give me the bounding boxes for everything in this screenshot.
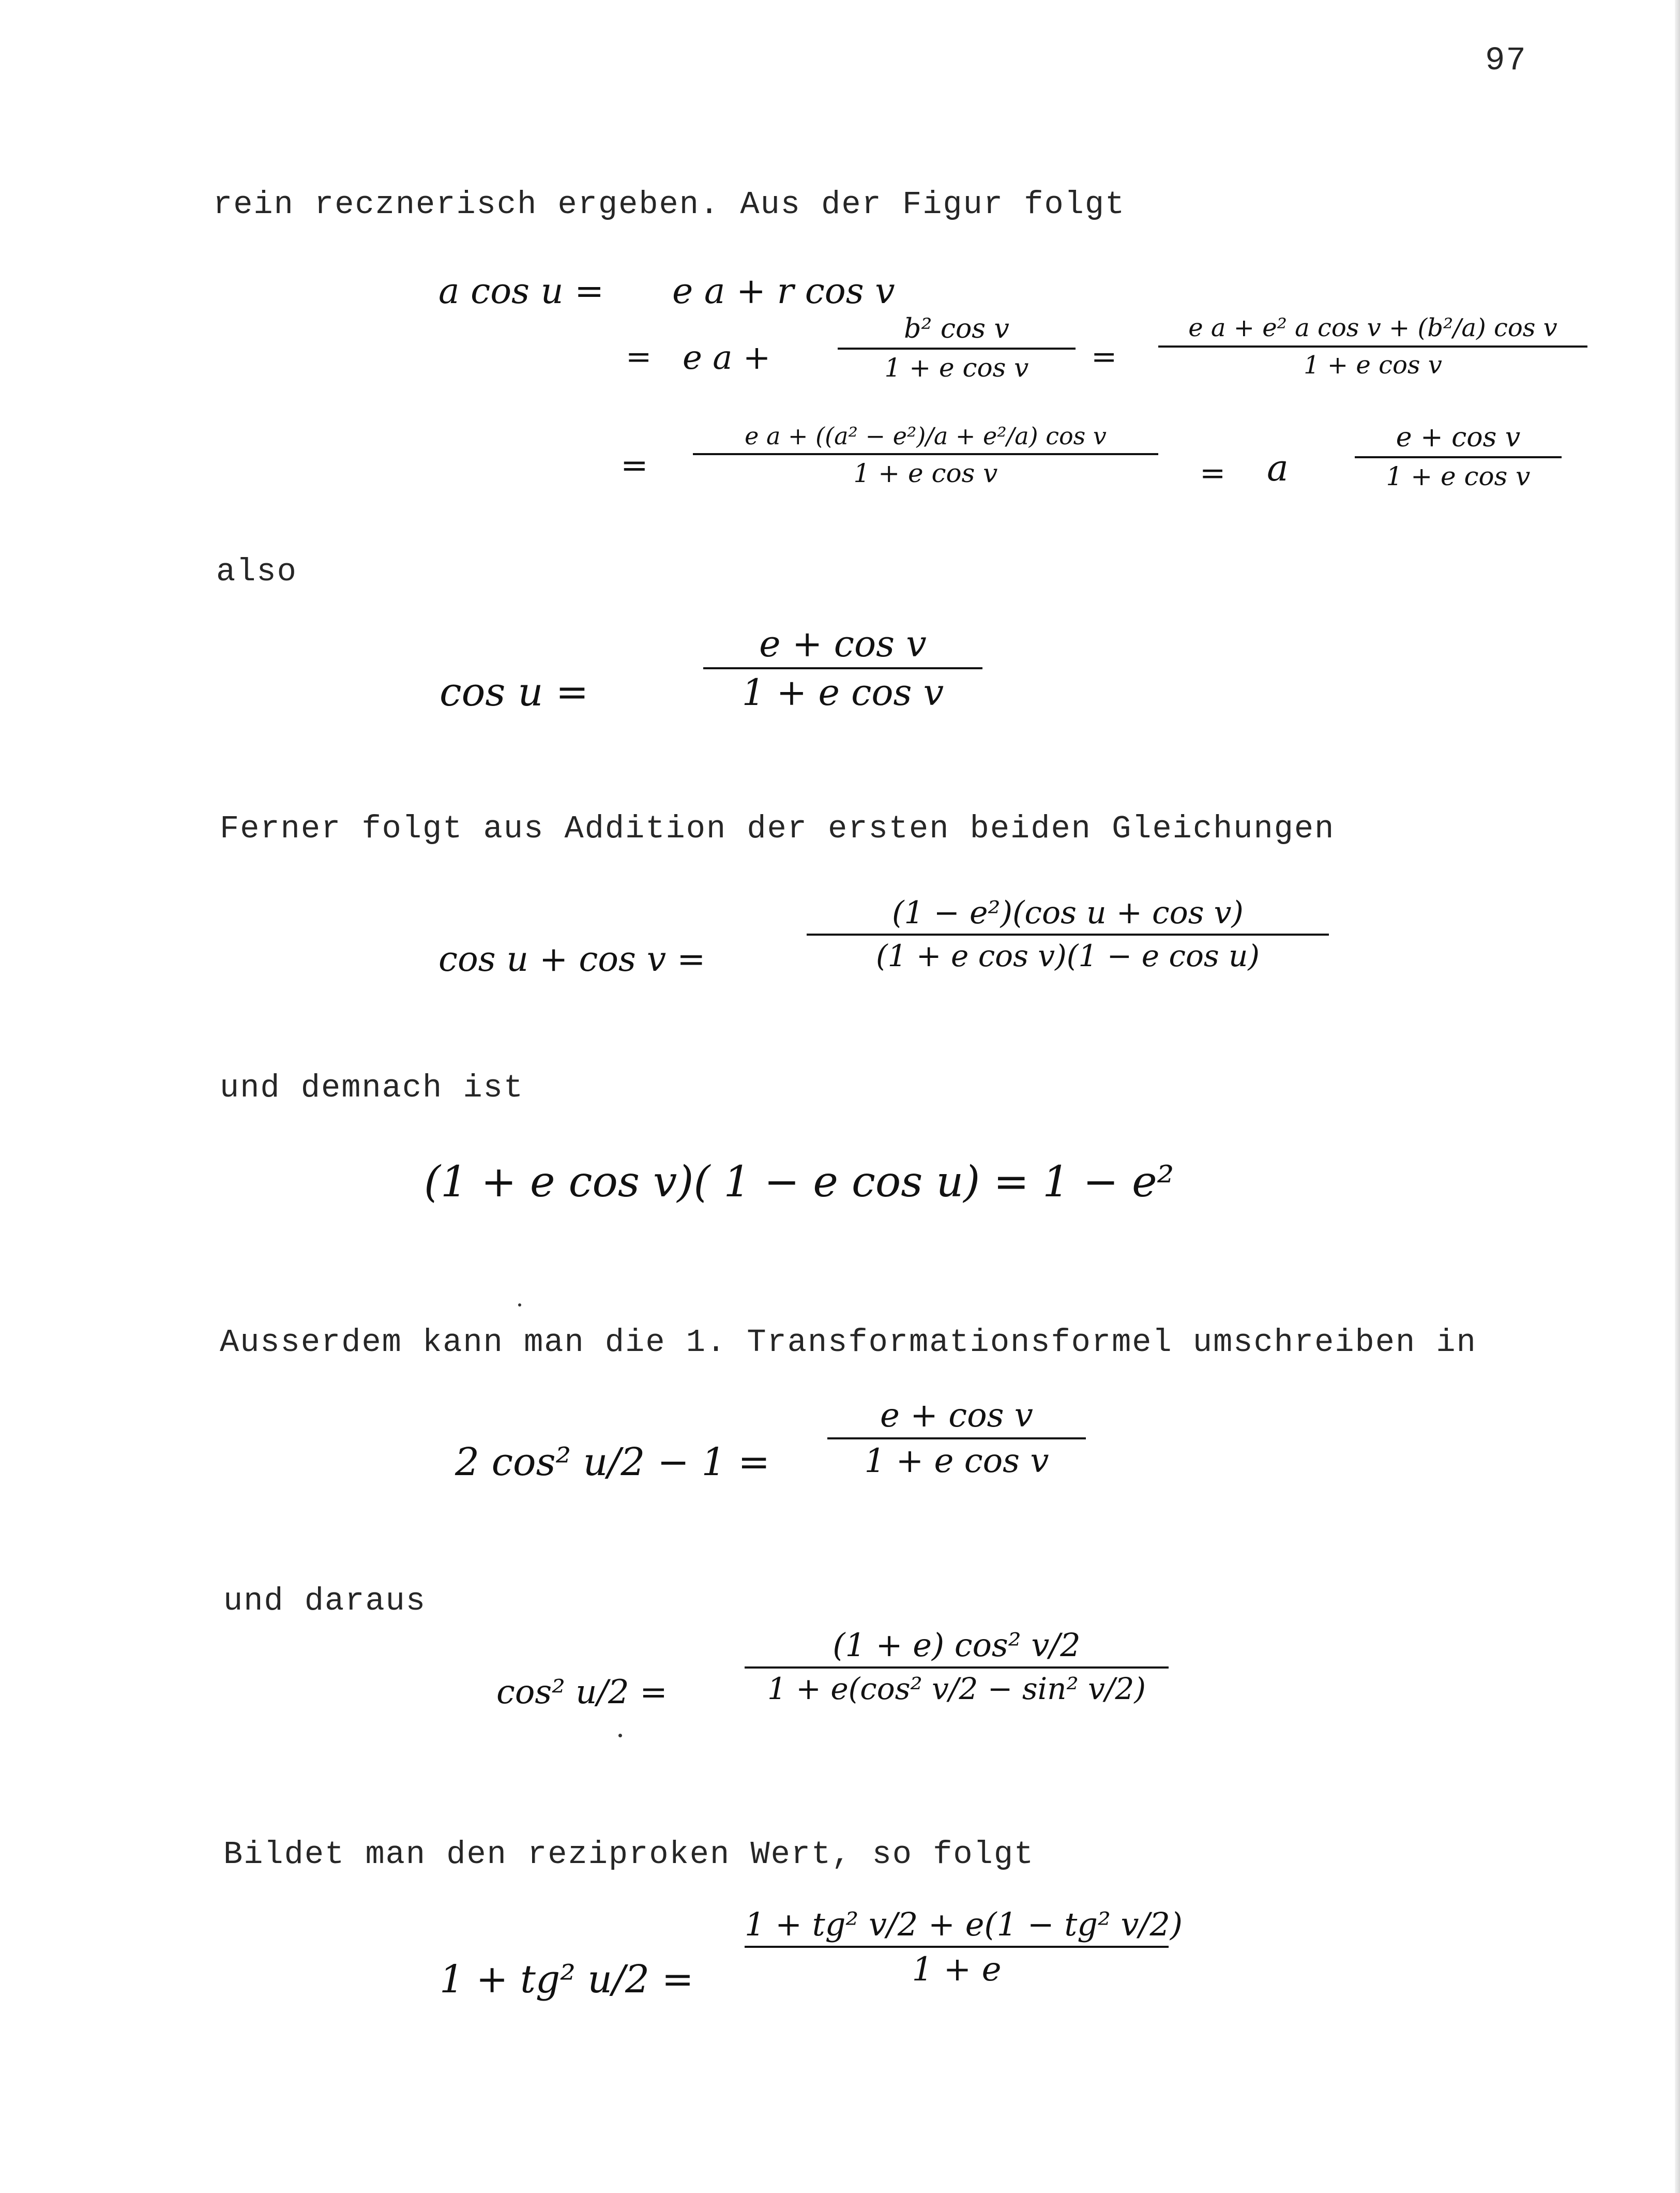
eq6-denominator: 1 + e(cos² v/2 − sin² v/2) xyxy=(767,1671,1146,1706)
paragraph-1: rein recznerisch ergeben. Aus der Figur folgt xyxy=(213,186,1126,223)
fraction-bar xyxy=(807,934,1329,936)
paragraph-3: Ferner folgt aus Addition der ersten beiden Gleichungen xyxy=(220,810,1335,847)
fraction-bar xyxy=(1158,346,1587,348)
fraction-bar xyxy=(745,1946,1169,1948)
eq3-fraction xyxy=(807,897,1329,971)
paragraph-4: und demnach ist xyxy=(220,1070,524,1106)
eq1-line3-equals: = xyxy=(620,446,648,485)
fraction-bar xyxy=(703,667,982,669)
eq4-equation: (1 + e cos v)( 1 − e cos u) = 1 − e² xyxy=(424,1158,1174,1207)
fraction-bar xyxy=(693,453,1158,455)
eq1-line2-term: e a + xyxy=(683,339,771,377)
paragraph-5: Ausserdem kann man die 1. Transformationsformel umschreiben in xyxy=(220,1324,1477,1361)
paragraph-7: Bildet man den reziproken Wert, so folgt xyxy=(223,1836,1035,1873)
eq1-line1-rhs: e a + r cos v xyxy=(672,271,895,312)
eq5-numerator: e + cos v xyxy=(880,1396,1033,1435)
eq1-line2-equals: = xyxy=(626,339,652,375)
eq1-line2-equals-2: = xyxy=(1091,339,1117,375)
eq2-fraction xyxy=(703,623,982,714)
eq1-line1-lhs: a cos u = xyxy=(438,271,604,312)
eq3-lhs: cos u + cos v = xyxy=(438,939,706,979)
eq1-line2-f2-numerator: e a + e² a cos v + (b²/a) cos v xyxy=(1188,313,1557,342)
eq1-line3-f2-numerator: e + cos v xyxy=(1396,422,1521,453)
fraction-bar xyxy=(838,348,1076,350)
eq5-lhs: 2 cos² u/2 − 1 = xyxy=(455,1440,770,1484)
eq3-numerator: (1 − e²)(cos u + cos v) xyxy=(892,895,1244,931)
paragraph-6: und daraus xyxy=(223,1583,427,1619)
eq1-line2-f2-denominator: 1 + e cos v xyxy=(1304,351,1442,380)
eq1-line2-fraction-1 xyxy=(838,313,1076,383)
eq7-numerator: 1 + tg² v/2 + e(1 − tg² v/2) xyxy=(745,1905,1183,1943)
eq1-line2-f1-numerator: b² cos v xyxy=(904,313,1009,344)
eq2-denominator: 1 + e cos v xyxy=(741,671,944,714)
fraction-bar xyxy=(1355,456,1562,458)
ink-speck xyxy=(518,1303,521,1306)
eq2-lhs: cos u = xyxy=(440,669,589,715)
eq3-denominator: (1 + e cos v)(1 − e cos u) xyxy=(875,938,1260,973)
fraction-bar xyxy=(745,1666,1169,1669)
eq1-line3-equals-2: = xyxy=(1200,455,1226,491)
eq5-denominator: 1 + e cos v xyxy=(864,1442,1049,1480)
eq1-line2-fraction-2 xyxy=(1158,313,1587,380)
eq7-fraction xyxy=(745,1905,1183,1989)
eq5-fraction xyxy=(827,1396,1086,1480)
eq1-line3-fraction-1 xyxy=(693,424,1158,486)
eq1-line3-f1-denominator: 1 + e cos v xyxy=(853,458,998,488)
eq6-lhs: cos² u/2 = xyxy=(496,1673,668,1711)
eq7-denominator: 1 + e xyxy=(912,1950,1002,1989)
eq1-line3-f2-denominator: 1 + e cos v xyxy=(1386,461,1531,491)
eq1-line3-fraction-2 xyxy=(1355,424,1562,489)
eq7-lhs: 1 + tg² u/2 = xyxy=(440,1957,694,2002)
eq1-line3-f1-numerator: e a + ((a² − e²)/a + e²/a) cos v xyxy=(745,422,1107,450)
ink-speck xyxy=(618,1734,622,1737)
eq2-numerator: e + cos v xyxy=(759,623,927,665)
fraction-bar xyxy=(827,1437,1086,1439)
paragraph-2: also xyxy=(216,553,297,590)
eq6-fraction xyxy=(745,1626,1169,1706)
eq1-line3-a: a xyxy=(1267,447,1289,489)
page-number: 97 xyxy=(1485,42,1527,80)
eq6-numerator: (1 + e) cos² v/2 xyxy=(833,1626,1081,1664)
eq1-line2-f1-denominator: 1 + e cos v xyxy=(884,353,1029,383)
